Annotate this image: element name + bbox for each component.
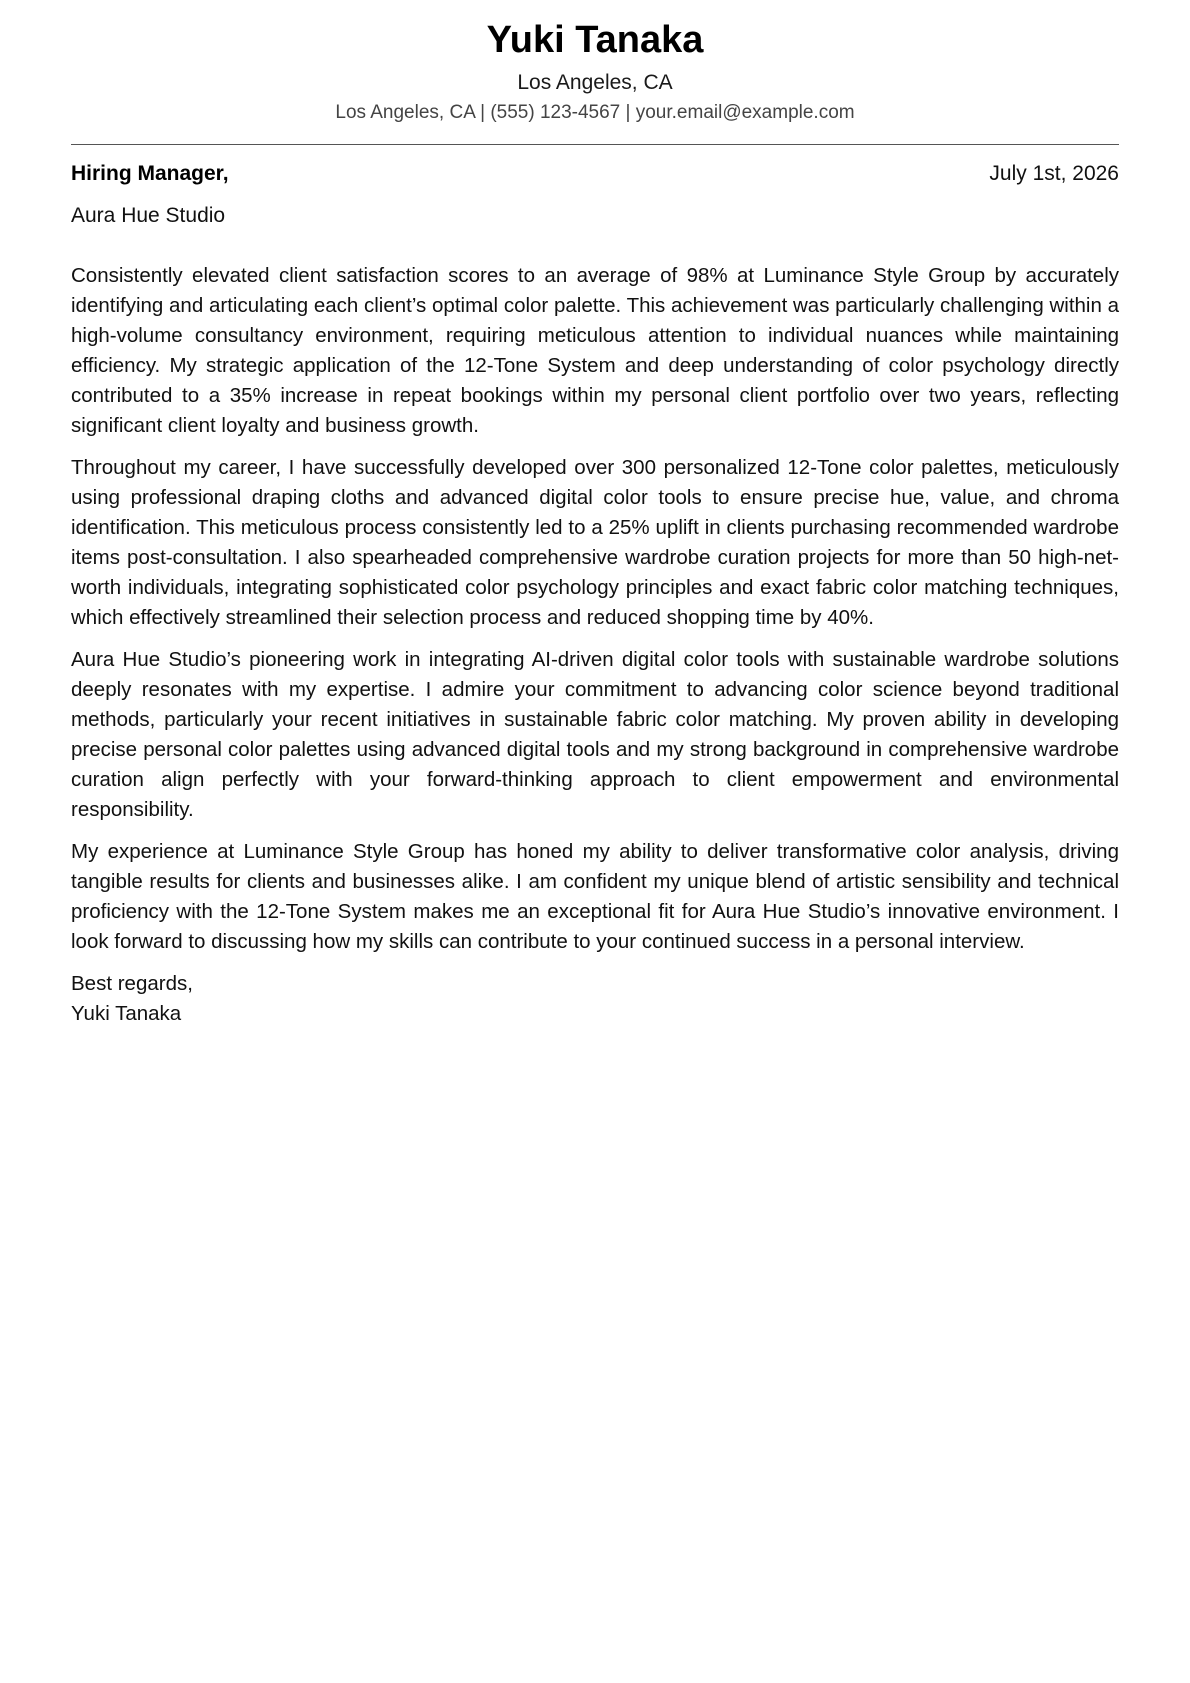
recipient-salutation: Hiring Manager, bbox=[71, 162, 229, 185]
letter-header bbox=[71, 14, 1119, 127]
body-paragraph-4: My experience at Luminance Style Group has honed my ability to deliver transformative color analysis, driving tangible results for clients and businesses alike. I am confident my unique blend of artistic sensibility and technical proficiency with the 12-Tone System makes me an exceptional fit for Aura Hue Studio’s innovative environment. I look forward to discussing how my skills can contribute to your continued success in a personal interview. bbox=[71, 840, 1119, 953]
body-paragraph-1: Consistently elevated client satisfaction scores to an average of 98% at Luminance Style Group by accurately identifying and articulating each client’s optimal color palette. This achievement was particularly challenging within a high-volume consultancy environment, requiring meticulous attention to individual nuances while maintaining efficiency. My strategic application of the 12-Tone System and deep understanding of color psychology directly contributed to a 35% increase in repeat bookings within my personal client portfolio over two years, reflecting significant client loyalty and business growth. bbox=[71, 264, 1119, 437]
recipient-company: Aura Hue Studio bbox=[71, 204, 226, 227]
body-paragraph-2: Throughout my career, I have successfully developed over 300 personalized 12-Tone color palettes, meticulously using professional draping cloths and advanced digital color tools to ensure precise hue, value, and chroma identification. This meticulous process consistently led to a 25% uplift in clients purchasing recommended wardrobe items post-consultation. I also spearheaded comprehensive wardrobe curation projects for more than 50 high-net-worth individuals, integrating sophisticated color psychology principles and exact fabric color matching techniques, which effectively streamlined their selection process and reduced shopping time by 40%. bbox=[71, 456, 1119, 629]
letter-date: July 1st, 2026 bbox=[989, 162, 1119, 185]
letter-body bbox=[71, 261, 1119, 957]
letter-closing-block bbox=[71, 969, 1119, 1029]
closing-phrase: Best regards, bbox=[71, 972, 193, 995]
applicant-location: Los Angeles, CA bbox=[517, 71, 673, 94]
applicant-contact-line: Los Angeles, CA | (555) 123-4567 | your.email@example.com bbox=[335, 102, 855, 123]
recipient-date-row bbox=[71, 159, 1119, 189]
applicant-name: Yuki Tanaka bbox=[486, 19, 704, 61]
signature-name: Yuki Tanaka bbox=[71, 1002, 182, 1025]
header-divider bbox=[71, 144, 1119, 145]
body-paragraph-3: Aura Hue Studio’s pioneering work in integrating AI-driven digital color tools with sustainable wardrobe solutions deeply resonates with my expertise. I admire your commitment to advancing color science beyond traditional methods, particularly your recent initiatives in sustainable fabric color matching. My proven ability in developing precise personal color palettes using advanced digital tools and my strong background in comprehensive wardrobe curation align perfectly with your forward-thinking approach to client empowerment and environmental responsibility. bbox=[71, 648, 1119, 821]
